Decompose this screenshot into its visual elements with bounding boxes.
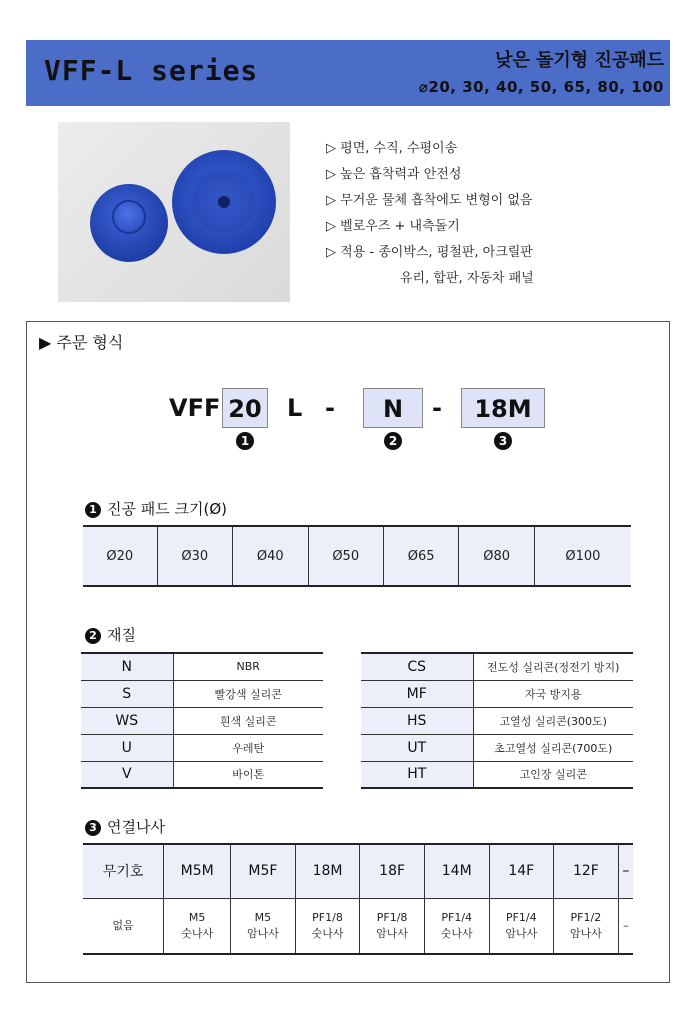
- material-table-right: [361, 652, 633, 789]
- table-row: [81, 761, 323, 788]
- material-desc: NBR: [173, 653, 323, 680]
- thread-desc: PF1/2 암나사: [554, 898, 619, 954]
- thread-desc: M5 암나사: [231, 898, 296, 954]
- code-size-box: 20: [222, 388, 268, 428]
- section-title-text: 연결나사: [107, 818, 165, 836]
- thread-code: –: [618, 844, 633, 898]
- section-badge: 3: [85, 820, 101, 836]
- material-desc: 고열성 실리콘(300도): [473, 707, 633, 734]
- size-cell: Ø65: [383, 526, 458, 586]
- header-banner: [26, 40, 670, 106]
- series-title: VFF-L series: [44, 54, 259, 87]
- code-l: L: [287, 394, 303, 422]
- callout-number-2: 2: [384, 432, 402, 450]
- material-desc: 바이톤: [173, 761, 323, 788]
- material-desc: 우레탄: [173, 734, 323, 761]
- code-dash: -: [325, 394, 335, 422]
- section-badge: 2: [85, 628, 101, 644]
- small-vacuum-pad-image: [90, 184, 168, 262]
- section-title-text: 진공 패드 크기(Ø): [107, 500, 227, 518]
- size-section-title: [85, 498, 227, 519]
- material-code: UT: [361, 734, 473, 761]
- size-cell: Ø20: [83, 526, 157, 586]
- material-code: U: [81, 734, 173, 761]
- material-desc: 자국 방지용: [473, 680, 633, 707]
- large-vacuum-pad-image: [172, 150, 276, 254]
- thread-code: 14M: [424, 844, 489, 898]
- table-row: [81, 734, 323, 761]
- feature-item: ▷ 평면, 수직, 수평이송: [326, 141, 458, 156]
- code-dash: -: [432, 394, 442, 422]
- table-row: [81, 653, 323, 680]
- feature-item: ▷ 적용 - 종이박스, 평철판, 아크릴판: [326, 245, 533, 260]
- material-code: MF: [361, 680, 473, 707]
- size-cell: Ø50: [308, 526, 383, 586]
- callout-number-1: 1: [236, 432, 254, 450]
- size-table: [83, 525, 631, 587]
- table-row: [361, 653, 633, 680]
- material-code: N: [81, 653, 173, 680]
- material-desc: 초고열성 실리콘(700도): [473, 734, 633, 761]
- material-table-left: [81, 652, 323, 789]
- code-thread-box: 18M: [461, 388, 545, 428]
- material-code: S: [81, 680, 173, 707]
- feature-list: [326, 136, 666, 292]
- thread-code: 18M: [295, 844, 360, 898]
- section-badge: 1: [85, 502, 101, 518]
- material-desc: 빨강색 실리콘: [173, 680, 323, 707]
- material-code: WS: [81, 707, 173, 734]
- material-code: CS: [361, 653, 473, 680]
- table-row: [81, 680, 323, 707]
- thread-desc: PF1/8 숫나사: [295, 898, 360, 954]
- thread-desc: PF1/4 암나사: [489, 898, 554, 954]
- code-material-box: N: [363, 388, 423, 428]
- thread-desc: –: [618, 898, 633, 954]
- thread-code: 14F: [489, 844, 554, 898]
- table-header-row: [83, 844, 633, 898]
- thread-desc: PF1/4 숫나사: [424, 898, 489, 954]
- thread-code: 18F: [360, 844, 425, 898]
- feature-item: ▷ 무거운 물체 흡착에도 변형이 없음: [326, 193, 533, 208]
- order-format-box: [26, 321, 670, 983]
- table-row: [83, 898, 633, 954]
- callout-number-3: 3: [494, 432, 512, 450]
- order-heading: ▶ 주문 형식: [39, 333, 124, 352]
- product-subtitle: 낮은 돌기형 진공패드: [494, 50, 664, 71]
- table-row: [361, 734, 633, 761]
- material-code: HS: [361, 707, 473, 734]
- thread-code: 무기호: [83, 844, 164, 898]
- thread-code: M5M: [164, 844, 231, 898]
- thread-code: 12F: [554, 844, 619, 898]
- section-title-text: 재질: [107, 626, 136, 644]
- size-cell: Ø80: [459, 526, 534, 586]
- material-code: HT: [361, 761, 473, 788]
- thread-table: [83, 843, 633, 955]
- thread-desc: PF1/8 암나사: [360, 898, 425, 954]
- feature-item: ▷ 높은 흡착력과 안전성: [326, 167, 462, 182]
- material-desc: 고인장 실리콘: [473, 761, 633, 788]
- material-section-title: [85, 624, 136, 645]
- feature-item: ▷ 벨로우즈 + 내측돌기: [326, 219, 460, 234]
- thread-desc: M5 숫나사: [164, 898, 231, 954]
- thread-code: M5F: [231, 844, 296, 898]
- material-code: V: [81, 761, 173, 788]
- size-cell: Ø40: [233, 526, 308, 586]
- thread-desc: 없음: [83, 898, 164, 954]
- material-desc: 흰색 실리콘: [173, 707, 323, 734]
- product-photo: [58, 122, 290, 302]
- size-list: ⌀20, 30, 40, 50, 65, 80, 100: [418, 78, 664, 96]
- table-row: [361, 761, 633, 788]
- code-prefix: VFF: [169, 394, 221, 422]
- table-row: [361, 707, 633, 734]
- material-desc: 전도성 실리콘(정전기 방지): [473, 653, 633, 680]
- table-row: [81, 707, 323, 734]
- thread-section-title: [85, 816, 165, 837]
- size-cell: Ø100: [534, 526, 631, 586]
- feature-item-continued: 유리, 합판, 자동차 패널: [400, 271, 534, 286]
- size-cell: Ø30: [157, 526, 232, 586]
- table-row: [361, 680, 633, 707]
